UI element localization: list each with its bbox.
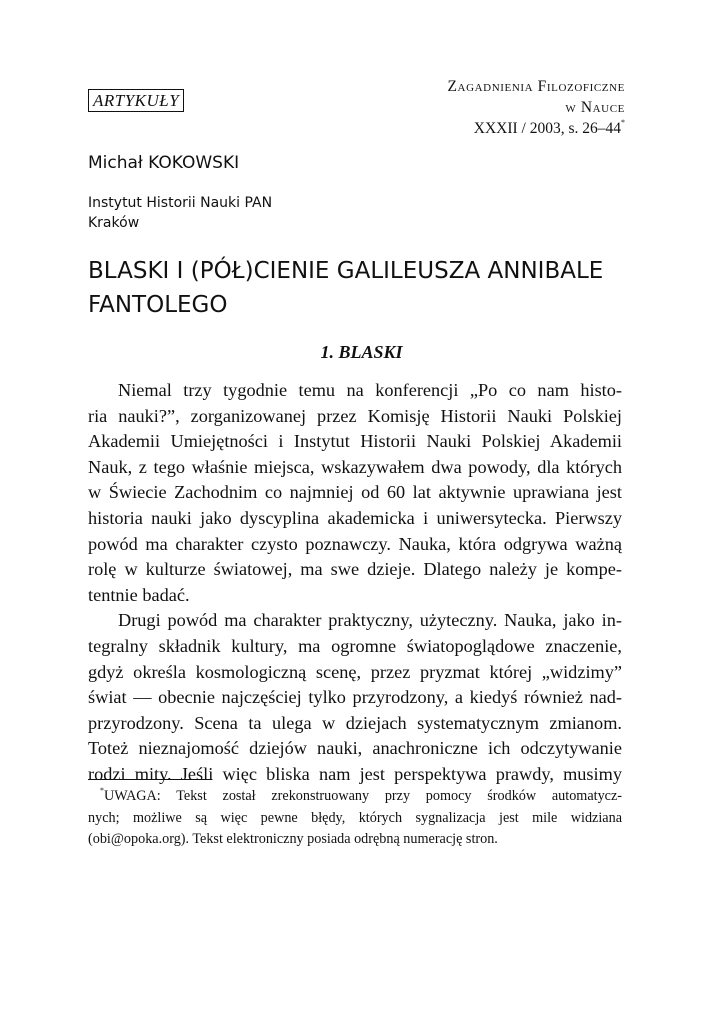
footnote-line-text: UWAGA: Tekst został zrekonstruowany przy pomocy środków automatycz- bbox=[104, 788, 622, 804]
body-line: przyrodzony. Scena ta ulega w dziejach systematycznym zmianom. bbox=[88, 712, 622, 733]
body-line: rolę w kulturze światowej, ma swe dzieje. Dlatego należy je kompe- bbox=[88, 559, 622, 580]
footnote-line: nych; możliwe są więc pewne błędy, których sygnalizacja jest mile widziana bbox=[88, 809, 622, 826]
body-line: świat — obecnie najczęściej tylko przyrodzony, a kiedyś również nad- bbox=[88, 687, 622, 708]
article-title-line2: FANTOLEGO bbox=[88, 292, 228, 318]
body-line: Akademii Umiejętności i Instytut Historii Nauki Polskiej Akademii bbox=[88, 431, 622, 452]
journal-volume bbox=[447, 118, 625, 139]
footnote-line bbox=[88, 786, 622, 808]
journal-name-line2: w Nauce bbox=[565, 99, 625, 116]
section-label bbox=[88, 89, 184, 112]
article-title-line1: BLASKI I (PÓŁ)CIENIE GALILEUSZA ANNIBALE bbox=[88, 258, 604, 284]
journal-footnote-mark: * bbox=[621, 118, 625, 127]
body-line: Nauk, z tego właśnie miejsca, wskazywałem dwa powody, dla których bbox=[88, 456, 622, 477]
body-line: w Świecie Zachodnim co najmniej od 60 lat aktywnie uprawiana jest bbox=[88, 482, 622, 503]
body-line: historia nauki jako dyscyplina akademicka i uniwersytecka. Pierwszy bbox=[88, 507, 622, 528]
body-line: gdyż określa kosmologiczną scenę, przez pryzmat której „widzimy” bbox=[88, 661, 622, 682]
body-text bbox=[88, 378, 622, 788]
body-line: tegralny składnik kultury, ma ogromne światopoglądowe znaczenie, bbox=[88, 635, 622, 656]
body-line: ria nauki?”, zorganizowanej przez Komisję Historii Nauki Polskiej bbox=[88, 405, 622, 426]
section-heading: 1. BLASKI bbox=[320, 342, 403, 362]
body-line: Niemal trzy tygodnie temu na konferencji „Po co nam histo- bbox=[118, 380, 622, 400]
body-line: Drugi powód ma charakter praktyczny, użyteczny. Nauka, jako in- bbox=[118, 610, 622, 631]
footnote-divider bbox=[88, 779, 212, 780]
article-title bbox=[88, 254, 648, 322]
journal-name-line1: Zagadnienia Filozoficzne bbox=[447, 78, 625, 95]
footnote bbox=[88, 786, 622, 851]
section-label-text: ARTYKUŁY bbox=[93, 91, 180, 110]
author-name: Michał KOKOWSKI bbox=[88, 153, 240, 173]
body-line: rodzi mity. Jeśli więc bliska nam jest perspektywa prawdy, musimy bbox=[88, 763, 622, 784]
footnote-line: (obi@opoka.org). Tekst elektroniczny posiada odrębną numerację stron. bbox=[88, 831, 498, 847]
body-line: tentnie badać. bbox=[88, 584, 190, 605]
journal-info bbox=[447, 76, 625, 139]
journal-volume-text: XXXII / 2003, s. 26–44 bbox=[473, 120, 621, 137]
body-line: Toteż nieznajomość dziejów nauki, anachroniczne ich odczytywanie bbox=[88, 738, 622, 759]
author-affiliation bbox=[88, 193, 272, 233]
affiliation-city: Kraków bbox=[88, 215, 140, 231]
affiliation-institute: Instytut Historii Nauki PAN bbox=[88, 195, 273, 211]
body-line: powód ma charakter czysto poznawczy. Nauka, która odgrywa ważną bbox=[88, 533, 622, 554]
footnote-mark: * bbox=[100, 786, 104, 795]
